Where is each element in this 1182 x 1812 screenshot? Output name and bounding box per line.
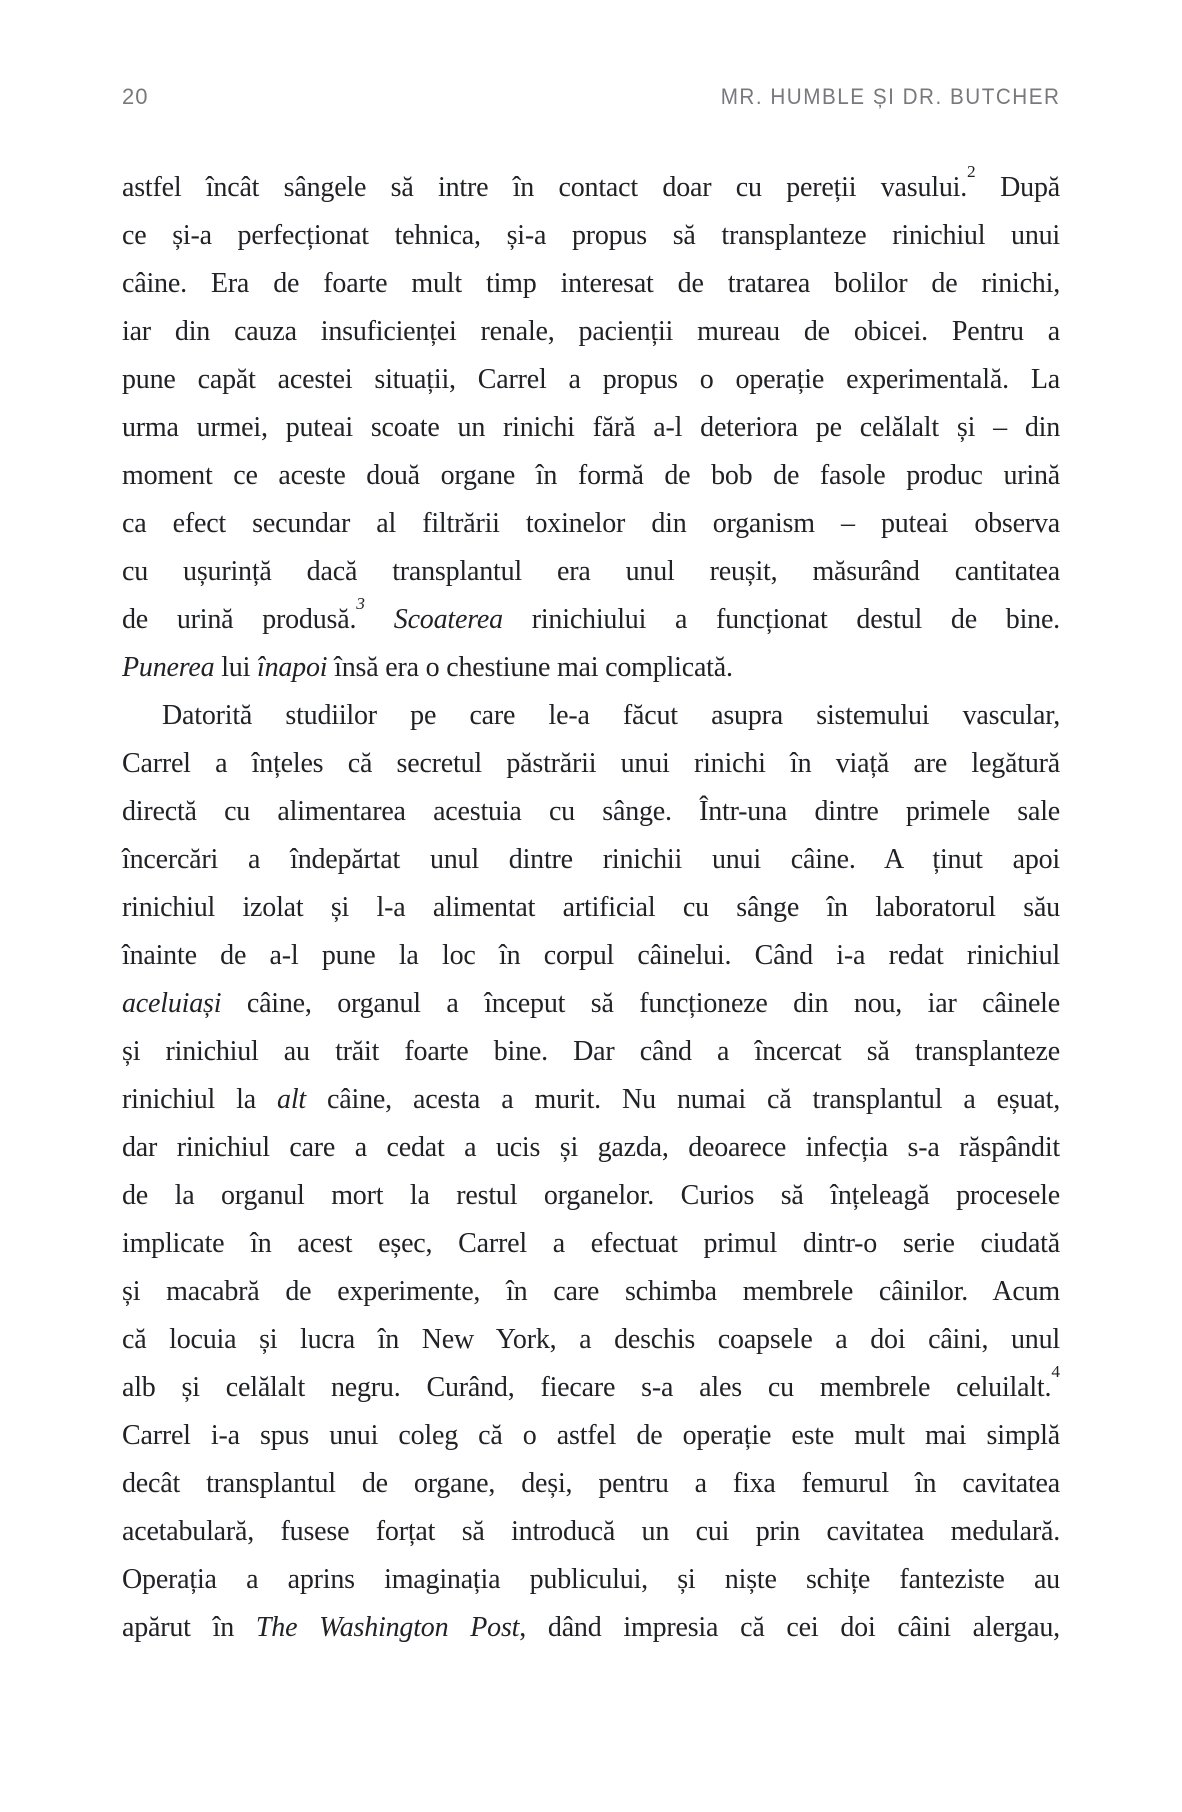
text-run: rinichiul izolat și l-a alimentat artificial cu sânge în laboratorul său xyxy=(122,892,1060,923)
text-run: directă cu alimentarea acestuia cu sânge. Într-una dintre primele sale xyxy=(122,796,1060,827)
text-line xyxy=(122,452,1060,500)
text-line xyxy=(122,1556,1060,1604)
text-line xyxy=(122,692,1060,740)
text-line xyxy=(122,164,1060,212)
text-run: și rinichiul au trăit foarte bine. Dar când a încercat să transplanteze xyxy=(122,1036,1060,1067)
text-line xyxy=(122,596,1060,644)
text-line xyxy=(122,260,1060,308)
page-body xyxy=(122,164,1060,1652)
text-run: încercări a îndepărtat unul dintre rinichii unui câine. A ținut apoi xyxy=(122,844,1060,875)
text-run: decât transplantul de organe, deși, pentru a fixa femurul în cavitatea xyxy=(122,1468,1060,1499)
footnote-marker: 2 xyxy=(967,162,976,182)
text-run: rinichiului a funcționat destul de bine. xyxy=(502,604,1060,635)
text-run: moment ce aceste două organe în formă de bob de fasole produc urină xyxy=(122,460,1060,491)
text-run: astfel încât sângele să intre în contact doar cu pereții vasului. xyxy=(122,172,968,203)
running-header xyxy=(122,84,1060,110)
footnote-marker: 3 xyxy=(356,594,365,614)
footnote-marker: 4 xyxy=(1051,1362,1060,1382)
text-line xyxy=(122,884,1060,932)
text-run: câine, acesta a murit. Nu numai că transplantul a eșuat, xyxy=(305,1084,1060,1115)
text-run: implicate în acest eșec, Carrel a efectuat primul dintr-o serie ciudată xyxy=(122,1228,1060,1259)
text-line xyxy=(122,1028,1060,1076)
text-line xyxy=(122,212,1060,260)
text-run: dar rinichiul care a cedat a ucis și gazda, deoarece infecția s-a răspândit xyxy=(122,1132,1060,1163)
text-line xyxy=(122,980,1060,1028)
text-run: de urină produsă. xyxy=(122,604,357,635)
text-run: Operația a aprins imaginația publicului, și niște schițe fanteziste au xyxy=(122,1564,1060,1595)
text-line xyxy=(122,1076,1060,1124)
text-run: iar din cauza insuficienței renale, pacienții mureau de obicei. Pentru a xyxy=(122,316,1060,347)
text-line xyxy=(122,932,1060,980)
text-run: înainte de a-l pune la loc în corpul câinelui. Când i-a redat rinichiul xyxy=(122,940,1060,971)
text-run: și macabră de experimente, în care schimba membrele câinilor. Acum xyxy=(122,1276,1060,1307)
text-line xyxy=(122,788,1060,836)
text-line xyxy=(122,356,1060,404)
text-run: alb și celălalt negru. Curând, fiecare s-a ales cu membrele celuilalt. xyxy=(122,1372,1052,1403)
text-line xyxy=(122,740,1060,788)
text-run: că locuia și lucra în New York, a deschis coapsele a doi câini, unul xyxy=(122,1324,1060,1355)
text-line xyxy=(122,1220,1060,1268)
text-line xyxy=(122,836,1060,884)
italic-text: Punerea xyxy=(122,652,215,683)
page-number: 20 xyxy=(122,84,149,109)
italic-text: înapoi xyxy=(256,652,328,683)
text-run: După xyxy=(975,172,1060,203)
text-run: Carrel a înțeles că secretul păstrării unui rinichi în viață are legătură xyxy=(122,748,1060,779)
text-run: însă era o chestiune mai complicată. xyxy=(327,652,733,683)
text-run: urma urmei, puteai scoate un rinichi fără a-l deteriora pe celălalt și – din xyxy=(122,412,1060,443)
text-run: câine. Era de foarte mult timp interesat de tratarea bolilor de rinichi, xyxy=(122,268,1060,299)
text-run: de la organul mort la restul organelor. Curios să înțeleagă procesele xyxy=(122,1180,1060,1211)
text-run: , dând impresia că cei doi câini alergau, xyxy=(519,1612,1060,1643)
text-run: apărut în xyxy=(122,1612,256,1643)
italic-text: The Washington Post xyxy=(255,1612,520,1643)
text-line xyxy=(122,404,1060,452)
text-run: ca efect secundar al filtrării toxinelor din organism – puteai observa xyxy=(122,508,1060,539)
text-line xyxy=(122,1460,1060,1508)
text-line xyxy=(122,1364,1060,1412)
text-line xyxy=(122,1412,1060,1460)
text-line xyxy=(122,1124,1060,1172)
italic-text: aceluiași xyxy=(122,988,222,1019)
text-line xyxy=(122,1508,1060,1556)
text-line xyxy=(122,1172,1060,1220)
text-line xyxy=(122,308,1060,356)
text-line xyxy=(122,548,1060,596)
text-run: Carrel i-a spus unui coleg că o astfel de operație este mult mai simplă xyxy=(122,1420,1060,1451)
text-run: lui xyxy=(214,652,257,683)
italic-text: alt xyxy=(277,1084,306,1115)
text-run: ce și-a perfecționat tehnica, și-a propus să transplanteze rinichiul unui xyxy=(122,220,1060,251)
text-run: cu ușurință dacă transplantul era unul reușit, măsurând cantitatea xyxy=(122,556,1060,587)
italic-text: Scoaterea xyxy=(393,604,503,635)
text-line xyxy=(122,644,1060,692)
text-run: Datorită studiilor pe care le-a făcut asupra sistemului vascular, xyxy=(162,700,1060,731)
text-run: rinichiul la xyxy=(122,1084,278,1115)
text-run xyxy=(365,604,394,635)
text-run: pune capăt acestei situații, Carrel a propus o operație experimentală. La xyxy=(122,364,1060,395)
text-run: acetabulară, fusese forțat să introducă un cui prin cavitatea medulară. xyxy=(122,1516,1060,1547)
text-line xyxy=(122,500,1060,548)
text-line xyxy=(122,1604,1060,1652)
running-title: MR. HUMBLE ȘI DR. BUTCHER xyxy=(720,84,1060,109)
text-run: câine, organul a început să funcționeze din nou, iar câinele xyxy=(221,988,1060,1019)
text-line xyxy=(122,1316,1060,1364)
text-line xyxy=(122,1268,1060,1316)
